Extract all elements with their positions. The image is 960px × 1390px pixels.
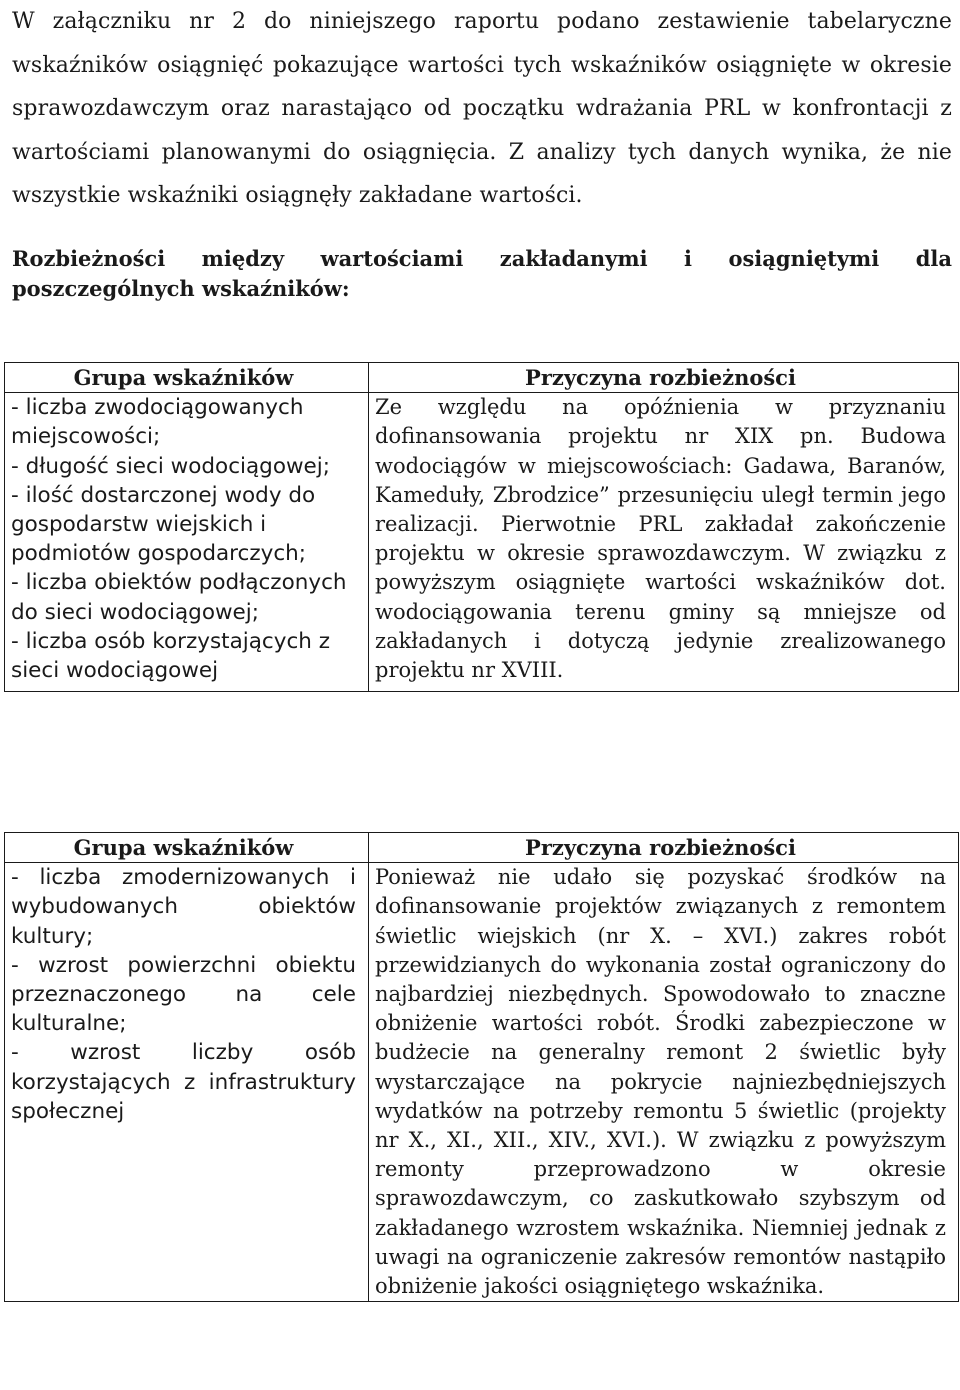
indicator-item: - liczba osób korzystających z sieci wodociągowej bbox=[11, 628, 331, 684]
indicator-item: - wzrost liczby osób korzystających z infrastruktury społecznej bbox=[11, 1040, 356, 1124]
intro-paragraph: W załączniku nr 2 do niniejszego raportu podano zestawienie tabelaryczne wskaźników osiągnięć pokazujące wartości tych wskaźników osiągnięte w okresie sprawozdawczym oraz narastająco od początku wdrażania PRL w konfrontacji z wartościami planowanymi do osiągnięcia. Z analizy tych danych wynika, że nie wszystkie wskaźniki osiągnęły zakładane wartości. bbox=[12, 9, 952, 209]
section-heading: Rozbieżności między wartościami zakładanymi i osiągniętymi dla poszczególnych wskaźników: bbox=[12, 246, 952, 301]
indicator-table-culture bbox=[4, 832, 959, 1302]
header-indicator-group: Grupa wskaźników bbox=[5, 833, 369, 863]
header-indicator-group: Grupa wskaźników bbox=[5, 363, 369, 393]
header-discrepancy-reason: Przyczyna rozbieżności bbox=[369, 833, 959, 863]
table-row bbox=[5, 863, 959, 1302]
header-discrepancy-reason: Przyczyna rozbieżności bbox=[369, 363, 959, 393]
indicator-item: - liczba zwodociągowanych miejscowości; bbox=[11, 395, 304, 450]
indicator-item: - liczba zmodernizowanych i wybudowanych obiektów kultury; bbox=[11, 865, 356, 949]
indicator-item: - liczba obiektów podłączonych do sieci wodociągowej; bbox=[11, 570, 347, 625]
table-header-row bbox=[5, 363, 959, 393]
indicator-list bbox=[5, 393, 369, 692]
discrepancy-reason-text: Ze względu na opóźnienia w przyznaniu dofinansowania projektu nr XIX pn. Budowa wodociągów w miejscowościach: Gadawa, Baranów, Kameduły, Zbrodzice” przesunięciu uległ termin jego realizacji. Pierwotnie PRL zakładał zakończenie projektu w okresie sprawozdawczym. W związku z powyższym osiągnięte wartości wskaźników dot. wodociągowania terenu gminy są mniejsze od zakładanych i dotyczą jedynie zrealizowanego projektu nr XVIII. bbox=[369, 393, 959, 692]
table-header-row bbox=[5, 833, 959, 863]
indicator-item: - wzrost powierzchni obiektu przeznaczonego na cele kulturalne; bbox=[11, 952, 356, 1037]
indicator-table-water bbox=[4, 362, 959, 692]
discrepancy-reason-text: Ponieważ nie udało się pozyskać środków na dofinansowanie projektów związanych z remontem świetlic wiejskich (nr X. – XVI.) zakres robót przewidzianych do wykonania został ograniczony do najbardziej niezbędnych. Spowodowało to znaczne obniżenie wartości robót. Środki zabezpieczone w budżecie na generalny remont 2 świetlic były wystarczające na pokrycie najniezbędniejszych wydatków na potrzeby remontu 5 świetlic (projekty nr X., XI., XII., XIV., XVI.). W związku z powyższym remonty przeprowadzono w okresie sprawozdawczym, co zaskutkowało szybszym od zakładanego wzrostem wskaźnika. Niemniej jednak z uwagi na ograniczenie zakresów remontów nastąpiło obniżenie jakości osiągniętego wskaźnika. bbox=[369, 863, 959, 1302]
table-row bbox=[5, 393, 959, 692]
indicator-item: - długość sieci wodociągowej; bbox=[11, 453, 331, 479]
indicator-list bbox=[5, 863, 369, 1302]
indicator-item: - ilość dostarczonej wody do gospodarstw wiejskich i podmiotów gospodarczych; bbox=[11, 482, 316, 567]
